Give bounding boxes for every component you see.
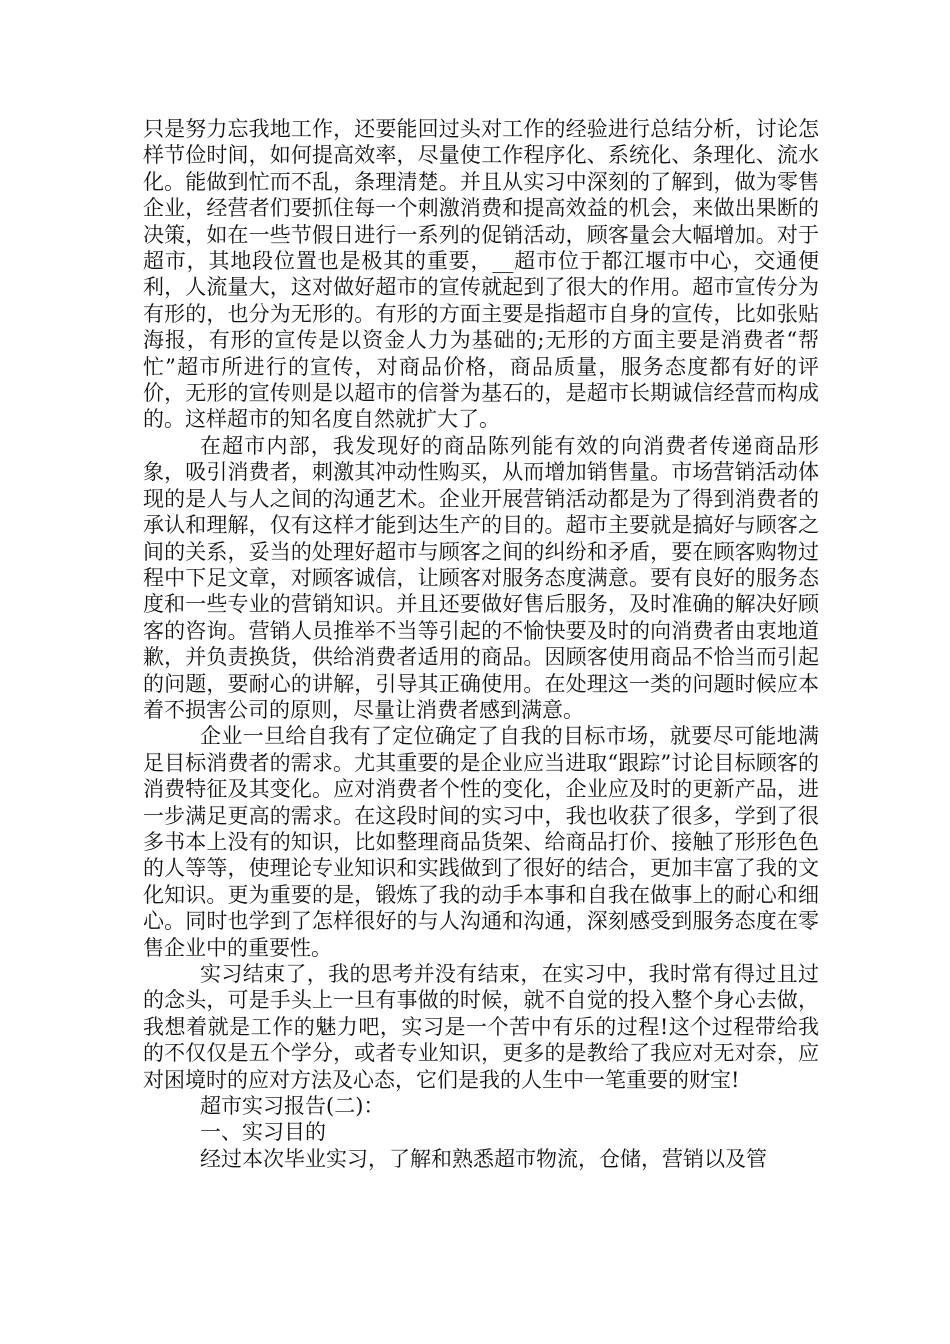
section-heading: 一、实习目的 bbox=[200, 1120, 326, 1145]
paragraph-continued: 只是努力忘我地工作，还要能回过头对工作的经验进行总结分析，讨论怎样节俭时间，如何提高效率，尽量使工作程序化、系统化、条理化、流水化。能做到忙而不乱，条理清楚。并且从实习中深刻的了解到，做为零售企业，经营者们要抓住每一个刺激消费和提高效益的机会，来做出果断的决策，如在一些节假日进行一系列的促销活动，顾客量会大幅增加。对于超市，其地段位置也是极其的重要，__超市位于都江堰市中心，交通便利，人流量大，这对做好超市的宣传就起到了很大的作用。超市宣传分为有形的，也分为无形的。有形的方面主要是指超市自身的宣传，比如张贴海报，有形的宣传是以资金人力为基础的;无形的方面主要是消费者“帮忙”超市所进行的宣传，对商品价格，商品质量，服务态度都有好的评价，无形的宣传则是以超市的信誉为基石的，是超市长期诚信经营而构成的。这样超市的知名度自然就扩大了。 bbox=[143, 117, 819, 432]
paragraph-display: 在超市内部，我发现好的商品陈列能有效的向消费者传递商品形象，吸引消费者，刺激其冲动性购买，从而增加销售量。市场营销活动体现的是人与人之间的沟通艺术。企业开展营销活动都是为了得到消费者的承认和理解，仅有这样才能到达生产的目的。超市主要就是搞好与顾客之间的关系，妥当的处理好超市与顾客之间的纠纷和矛盾，要在顾客购物过程中下足文章，对顾客诚信，让顾客对服务态度满意。要有良好的服务态度和一些专业的营销知识。并且还要做好售后服务，及时准确的解决好顾客的咨询。营销人员推举不当等引起的不愉快要及时的向消费者由衷地道歉，并负责换货，供给消费者适用的商品。因顾客使用商品不恰当而引起的问题，要耐心的讲解，引导其正确使用。在处理这一类的问题时候应本着不损害公司的原则，尽量让消费者感到满意。 bbox=[143, 433, 819, 722]
paragraph-target-market: 企业一旦给自我有了定位确定了自我的目标市场，就要尽可能地满足目标消费者的需求。尤其重要的是企业应当进取“跟踪”讨论目标顾客的消费特征及其变化。应对消费者个性的变化，企业应及时的更新产品，进一步满足更高的需求。在这段时间的实习中，我也收获了很多，学到了很多书本上没有的知识，比如整理商品货架、给商品打价、接触了形形色色的人等等，使理论专业知识和实践做到了很好的结合，更加丰富了我的文化知识。更为重要的是，锻炼了我的动手本事和自我在做事上的耐心和细心。同时也学到了怎样很好的与人沟通和沟通，深刻感受到服务态度在零售企业中的重要性。 bbox=[143, 724, 819, 960]
document-page bbox=[143, 116, 819, 1172]
paragraph-purpose-start: 经过本次毕业实习，了解和熟悉超市物流，仓储，营销以及管 bbox=[200, 1146, 767, 1171]
paragraph-conclusion: 实习结束了，我的思考并没有结束，在实习中，我时常有得过且过的念头，可是手头上一旦有事做的时候，就不自觉的投入整个身心去做，我想着就是工作的魅力吧，实习是一个苦中有乐的过程!这个过程带给我的不仅仅是五个学分，或者专业知识，更多的是教给了我应对无对奈，应对困境时的应对方法及心态，它们是我的人生中一笔重要的财宝! bbox=[143, 962, 819, 1092]
section-title: 超市实习报告(二)： bbox=[200, 1094, 385, 1119]
